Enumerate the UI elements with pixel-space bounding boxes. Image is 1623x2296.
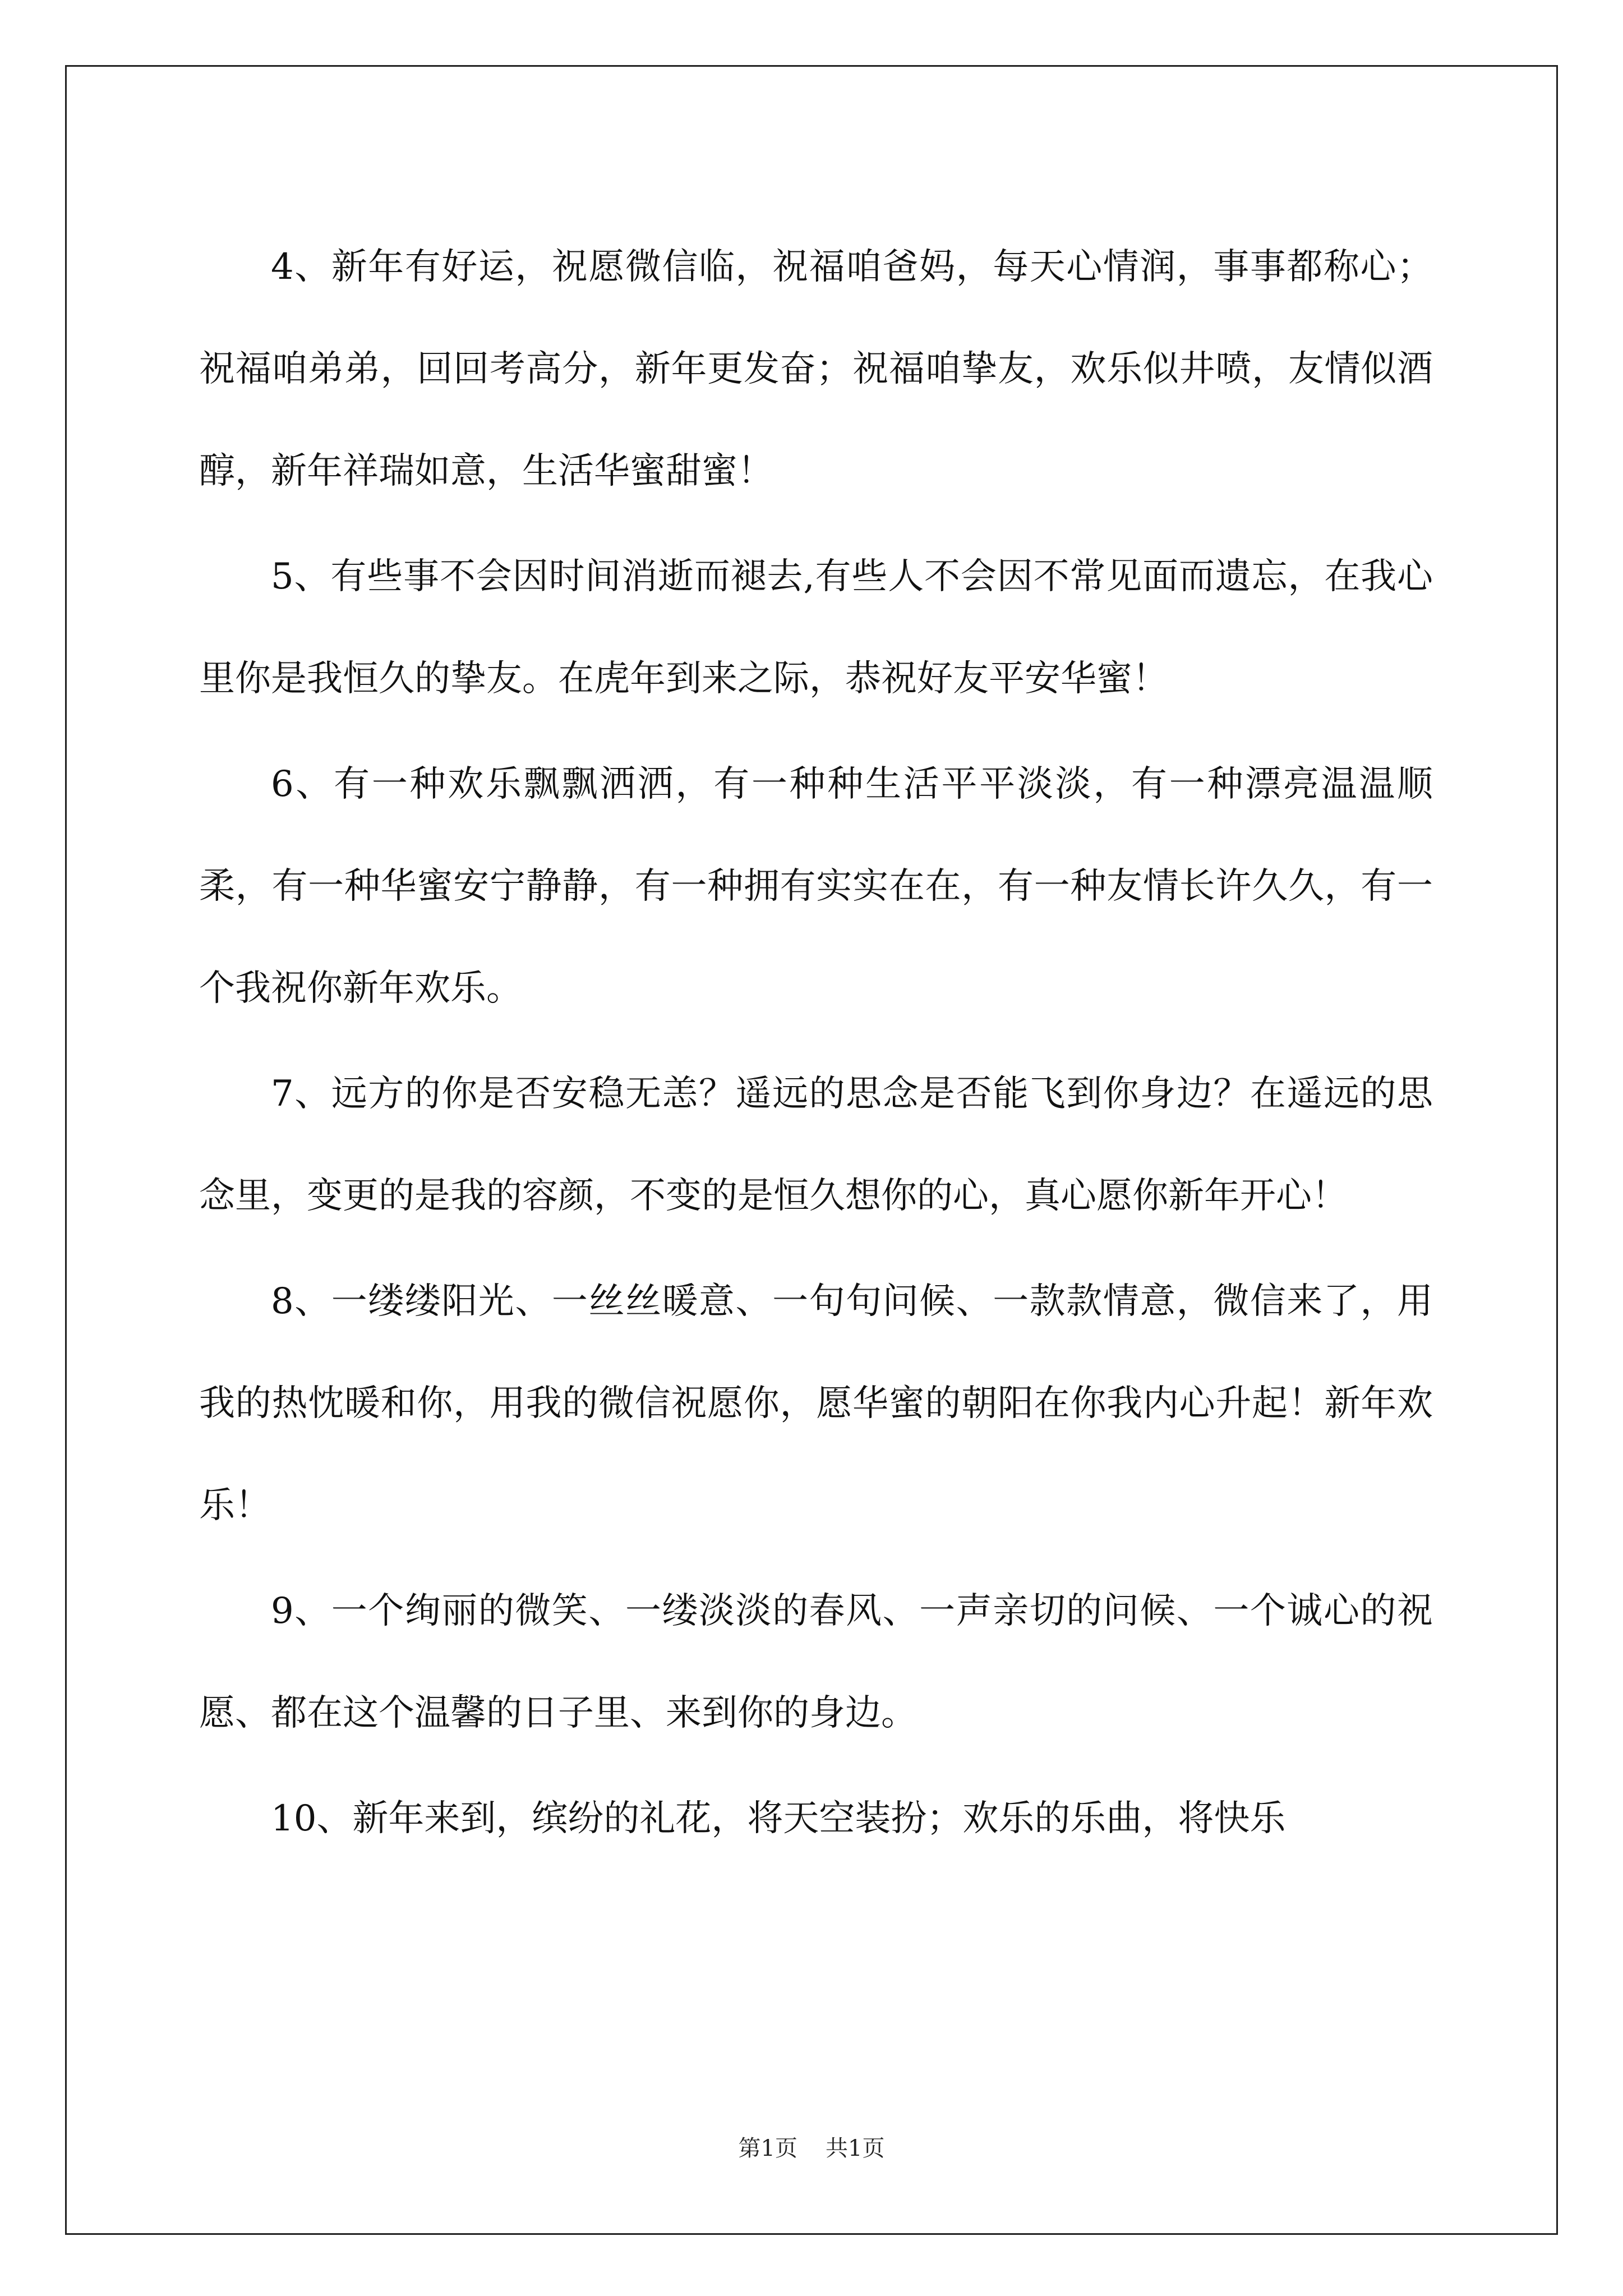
- page-footer: [0, 2132, 1623, 2165]
- paragraph-4: 4、新年有好运，祝愿微信临，祝福咱爸妈，每天心情润，事事都称心；祝福咱弟弟，回回考高分，新年更发奋；祝福咱挚友，欢乐似井喷，友情似酒醇，新年祥瑞如意，生活华蜜甜蜜！: [199, 246, 1433, 492]
- document-body: [199, 216, 1433, 1873]
- paragraph-10: 10、新年来到，缤纷的礼花，将天空装扮；欢乐的乐曲，将快乐: [271, 1798, 1286, 1839]
- page-number: 第1页: [738, 2136, 797, 2161]
- paragraph-8: 8、一缕缕阳光、一丝丝暖意、一句句问候、一款款情意，微信来了，用我的热忱暖和你，用我的微信祝愿你，愿华蜜的朝阳在你我内心升起！新年欢乐！: [199, 1281, 1433, 1526]
- page-total: 共1页: [826, 2136, 885, 2161]
- paragraph-5: 5、有些事不会因时间消逝而褪去,有些人不会因不常见面而遗忘，在我心里你是我恒久的挚友。在虎年到来之际，恭祝好友平安华蜜！: [199, 556, 1433, 700]
- paragraph-7: 7、远方的你是否安稳无恙？遥远的思念是否能飞到你身边？在遥远的思念里，变更的是我的容颜，不变的是恒久想你的心，真心愿你新年开心！: [199, 1073, 1433, 1217]
- paragraph-9: 9、一个绚丽的微笑、一缕淡淡的春风、一声亲切的问候、一个诚心的祝愿、都在这个温馨的日子里、来到你的身边。: [199, 1590, 1433, 1734]
- paragraph-6: 6、有一种欢乐飘飘洒洒，有一种种生活平平淡淡，有一种漂亮温温顺柔，有一种华蜜安宁静静，有一种拥有实实在在，有一种友情长许久久，有一个我祝你新年欢乐。: [199, 763, 1433, 1009]
